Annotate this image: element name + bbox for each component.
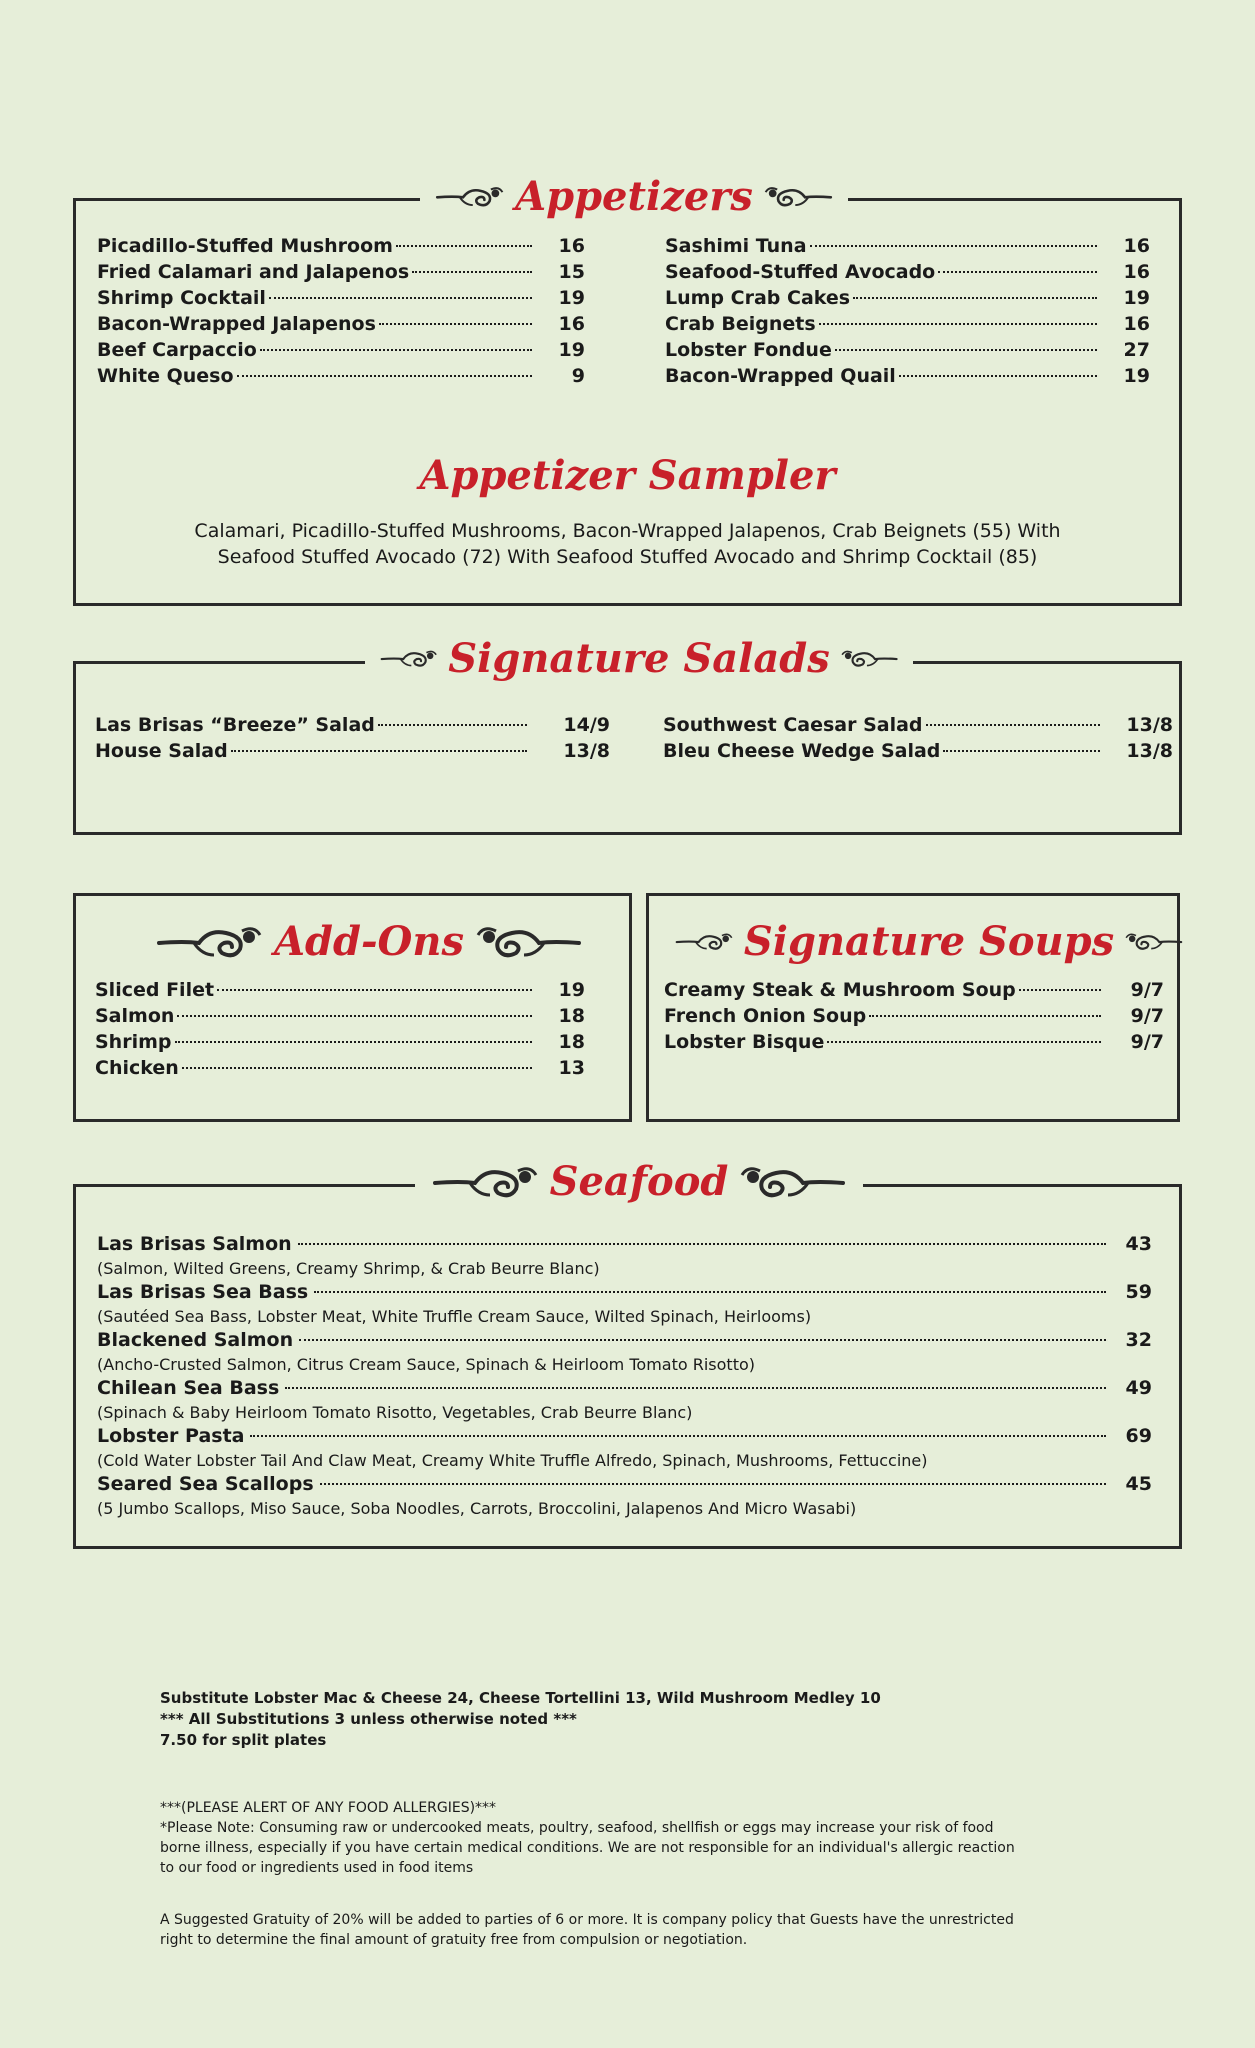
- menu-item: Lobster Fondue 27: [665, 339, 1150, 361]
- menu-item: Sashimi Tuna 16: [665, 235, 1150, 257]
- menu-item: White Queso 9: [97, 365, 585, 387]
- flourish-right-icon: [840, 638, 899, 678]
- menu-item: Fried Calamari and Jalapenos 15: [97, 261, 585, 283]
- allergy-notes: ***(PLEASE ALERT OF ANY FOOD ALLERGIES)*** *Please Note: Consuming raw or undercooked meats, poultry, seafood, shellfish or eggs may increase your risk of food borne illness, especially if you have certain medical conditions. We are not responsible for an individual's allergic reaction to our food or ingredients used in food items: [160, 1800, 1015, 1876]
- menu-item: House Salad 13/8: [95, 740, 610, 762]
- flourish-left-icon: [430, 1161, 540, 1201]
- flourish-right-icon: [763, 176, 834, 216]
- seafood-item: Blackened Salmon 32 (Ancho-Crusted Salmon, Citrus Cream Sauce, Spinach & Heirloom Tomato Risotto): [97, 1329, 1152, 1374]
- seafood-heading: [415, 1155, 863, 1207]
- menu-item: Picadillo-Stuffed Mushroom 16: [97, 235, 585, 257]
- sampler-description: Calamari, Picadillo-Stuffed Mushrooms, Bacon-Wrapped Jalapenos, Crab Beignets (55) With Seafood Stuffed Avocado (72) With Seafood Stuffed Avocado and Shrimp Cocktail (85): [194, 520, 1061, 568]
- menu-item: Shrimp Cocktail 19: [97, 287, 585, 309]
- addons-title: Add-Ons: [273, 917, 465, 965]
- menu-item: Creamy Steak & Mushroom Soup 9/7: [664, 979, 1164, 1001]
- appetizers-heading: [420, 170, 848, 222]
- seafood-list: [97, 1232, 1152, 1520]
- menu-item: Salmon 18: [95, 1005, 585, 1027]
- flourish-left-icon: [154, 921, 264, 961]
- seafood-item: Seared Sea Scallops 45 (5 Jumbo Scallops, Miso Sauce, Soba Noodles, Carrots, Broccolini, Jalapenos And Micro Wasabi): [97, 1473, 1152, 1518]
- soups-list: [664, 977, 1164, 1055]
- flourish-right-icon: [738, 1161, 848, 1201]
- menu-item: Bacon-Wrapped Quail 19: [665, 365, 1150, 387]
- flourish-left-icon: [674, 921, 734, 961]
- sampler-title: Appetizer Sampler: [419, 452, 836, 499]
- soups-title: Signature Soups: [743, 917, 1115, 965]
- menu-item: Sliced Filet 19: [95, 979, 585, 1001]
- menu-item: French Onion Soup 9/7: [664, 1005, 1164, 1027]
- soups-heading: [660, 915, 1198, 967]
- salads-title: Signature Salads: [448, 634, 830, 682]
- addons-list: [95, 977, 585, 1081]
- seafood-title: Seafood: [549, 1157, 729, 1205]
- menu-item: Beef Carpaccio 19: [97, 339, 585, 361]
- seafood-item: Lobster Pasta 69 (Cold Water Lobster Tail And Claw Meat, Creamy White Truffle Alfredo, Spinach, Mushrooms, Fettuccine): [97, 1425, 1152, 1470]
- salads-right-column: [663, 712, 1173, 764]
- appetizers-title: Appetizers: [515, 172, 753, 220]
- menu-item: Chicken 13: [95, 1057, 585, 1079]
- seafood-item: Las Brisas Sea Bass 59 (Sautéed Sea Bass, Lobster Meat, White Truffle Cream Sauce, Wilted Spinach, Heirlooms): [97, 1281, 1152, 1326]
- addons-heading: [140, 915, 598, 967]
- menu-item: Lump Crab Cakes 19: [665, 287, 1150, 309]
- salads-left-column: [95, 712, 610, 764]
- appetizers-left-column: [97, 233, 585, 389]
- menu-item: Shrimp 18: [95, 1031, 585, 1053]
- menu-item: Las Brisas “Breeze” Salad 14/9: [95, 714, 610, 736]
- menu-item: Bacon-Wrapped Jalapenos 16: [97, 313, 585, 335]
- salads-heading: [365, 632, 913, 684]
- menu-item: Seafood-Stuffed Avocado 16: [665, 261, 1150, 283]
- substitution-notes: Substitute Lobster Mac & Cheese 24, Cheese Tortellini 13, Wild Mushroom Medley 10 *** All Substitutions 3 unless otherwise noted *** 7.50 for split plates: [160, 1689, 881, 1749]
- menu-item: Lobster Bisque 9/7: [664, 1031, 1164, 1053]
- menu-item: Southwest Caesar Salad 13/8: [663, 714, 1173, 736]
- flourish-left-icon: [434, 176, 505, 216]
- seafood-item: Las Brisas Salmon 43 (Salmon, Wilted Greens, Creamy Shrimp, & Crab Beurre Blanc): [97, 1233, 1152, 1278]
- menu-item: Crab Beignets 16: [665, 313, 1150, 335]
- menu-item: Bleu Cheese Wedge Salad 13/8: [663, 740, 1173, 762]
- gratuity-notes: A Suggested Gratuity of 20% will be added to parties of 6 or more. It is company policy that Guests have the unrestricted right to determine the final amount of gratuity free from compulsion or negotiation.: [160, 1912, 1014, 1948]
- appetizers-right-column: [665, 233, 1150, 389]
- seafood-item: Chilean Sea Bass 49 (Spinach & Baby Heirloom Tomato Risotto, Vegetables, Crab Beurre Blanc): [97, 1377, 1152, 1422]
- flourish-left-icon: [379, 638, 438, 678]
- flourish-right-icon: [1124, 921, 1184, 961]
- flourish-right-icon: [474, 921, 584, 961]
